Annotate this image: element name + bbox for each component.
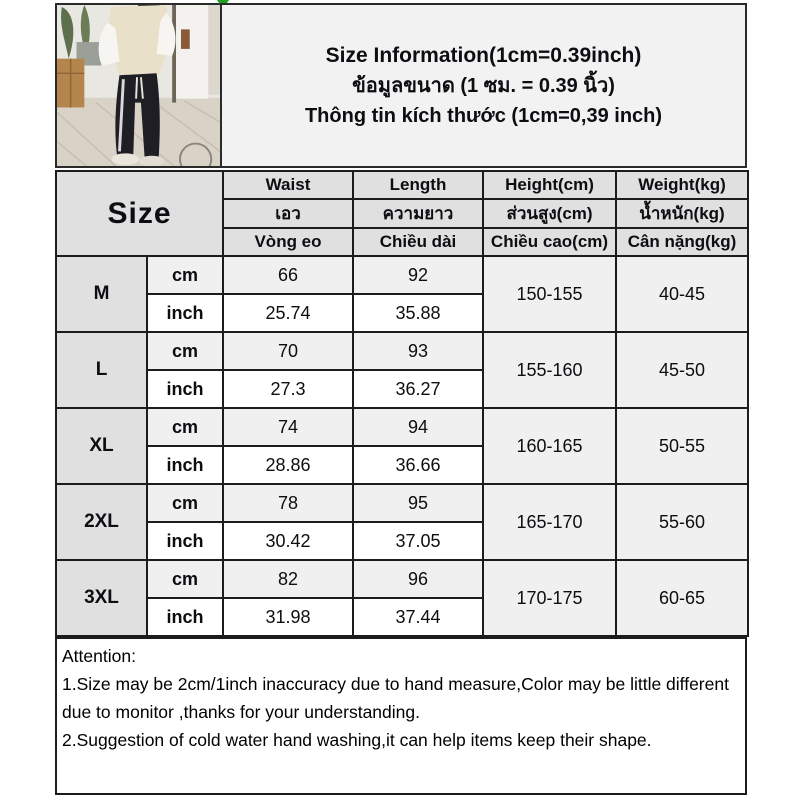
- waist-inch-xl: 28.86: [223, 446, 353, 484]
- length-inch-xl: 36.66: [353, 446, 483, 484]
- weight-range-l: 45-50: [616, 332, 748, 408]
- table-row-l-cm: [56, 332, 748, 370]
- waist-cm-3xl: 82: [223, 560, 353, 598]
- unit-label: inch: [147, 598, 223, 636]
- weight-range-3xl: 60-65: [616, 560, 748, 636]
- size-table: [55, 170, 749, 637]
- table-row-m-cm: [56, 256, 748, 294]
- length-inch-m: 35.88: [353, 294, 483, 332]
- waist-inch-2xl: 30.42: [223, 522, 353, 560]
- waist-inch-m: 25.74: [223, 294, 353, 332]
- length-cm-2xl: 95: [353, 484, 483, 522]
- col-header-height-vi: Chiều cao(cm): [483, 228, 616, 256]
- col-header-waist-en: Waist: [223, 171, 353, 199]
- table-row-xl-cm: [56, 408, 748, 446]
- col-header-height-th: ส่วนสูง(cm): [483, 199, 616, 228]
- col-header-waist-th: เอว: [223, 199, 353, 228]
- unit-label: cm: [147, 256, 223, 294]
- length-cm-3xl: 96: [353, 560, 483, 598]
- length-cm-m: 92: [353, 256, 483, 294]
- unit-label: cm: [147, 332, 223, 370]
- unit-label: inch: [147, 522, 223, 560]
- col-header-length-en: Length: [353, 171, 483, 199]
- size-label-3xl: 3XL: [56, 560, 147, 636]
- waist-inch-l: 27.3: [223, 370, 353, 408]
- col-header-weight-th: น้ำหนัก(kg): [616, 199, 748, 228]
- size-label-l: L: [56, 332, 147, 408]
- attention-box: [55, 637, 747, 795]
- unit-label: cm: [147, 560, 223, 598]
- waist-inch-3xl: 31.98: [223, 598, 353, 636]
- size-label-m: M: [56, 256, 147, 332]
- size-label-xl: XL: [56, 408, 147, 484]
- unit-label: cm: [147, 408, 223, 446]
- col-header-length-th: ความยาว: [353, 199, 483, 228]
- col-header-height-en: Height(cm): [483, 171, 616, 199]
- weight-range-xl: 50-55: [616, 408, 748, 484]
- unit-label: inch: [147, 446, 223, 484]
- size-label-2xl: 2XL: [56, 484, 147, 560]
- table-row-3xl-cm: [56, 560, 748, 598]
- length-inch-2xl: 37.05: [353, 522, 483, 560]
- height-range-3xl: 170-175: [483, 560, 616, 636]
- height-range-m: 150-155: [483, 256, 616, 332]
- waist-cm-l: 70: [223, 332, 353, 370]
- unit-label: cm: [147, 484, 223, 522]
- col-header-weight-en: Weight(kg): [616, 171, 748, 199]
- title-thai: ข้อมูลขนาด (1 ซม. = 0.39 นิ้ว): [352, 75, 615, 97]
- height-range-xl: 160-165: [483, 408, 616, 484]
- attention-note-2: 2.Suggestion of cold water hand washing,it can help items keep their shape.: [62, 730, 652, 750]
- attention-note-1: 1.Size may be 2cm/1inch inaccuracy due to hand measure,Color may be little different due to monitor ,thanks for your understanding.: [62, 674, 729, 722]
- col-header-weight-vi: Cân nặng(kg): [616, 228, 748, 256]
- waist-cm-m: 66: [223, 256, 353, 294]
- size-header-cell: Size: [56, 171, 223, 256]
- title-english: Size Information(1cm=0.39inch): [325, 44, 642, 67]
- unit-label: inch: [147, 294, 223, 332]
- length-inch-3xl: 37.44: [353, 598, 483, 636]
- col-header-length-vi: Chiều dài: [353, 228, 483, 256]
- title-box: [220, 3, 747, 168]
- waist-cm-2xl: 78: [223, 484, 353, 522]
- height-range-l: 155-160: [483, 332, 616, 408]
- attention-heading: Attention:: [62, 646, 136, 666]
- weight-range-2xl: 55-60: [616, 484, 748, 560]
- height-range-2xl: 165-170: [483, 484, 616, 560]
- model-photo-illustration: [57, 5, 220, 166]
- length-cm-l: 93: [353, 332, 483, 370]
- length-cm-xl: 94: [353, 408, 483, 446]
- title-vietnamese: Thông tin kích thước (1cm=0,39 inch): [304, 105, 663, 127]
- waist-cm-xl: 74: [223, 408, 353, 446]
- table-row-2xl-cm: [56, 484, 748, 522]
- unit-label: inch: [147, 370, 223, 408]
- length-inch-l: 36.27: [353, 370, 483, 408]
- model-photo: [55, 3, 222, 168]
- col-header-waist-vi: Vòng eo: [223, 228, 353, 256]
- weight-range-m: 40-45: [616, 256, 748, 332]
